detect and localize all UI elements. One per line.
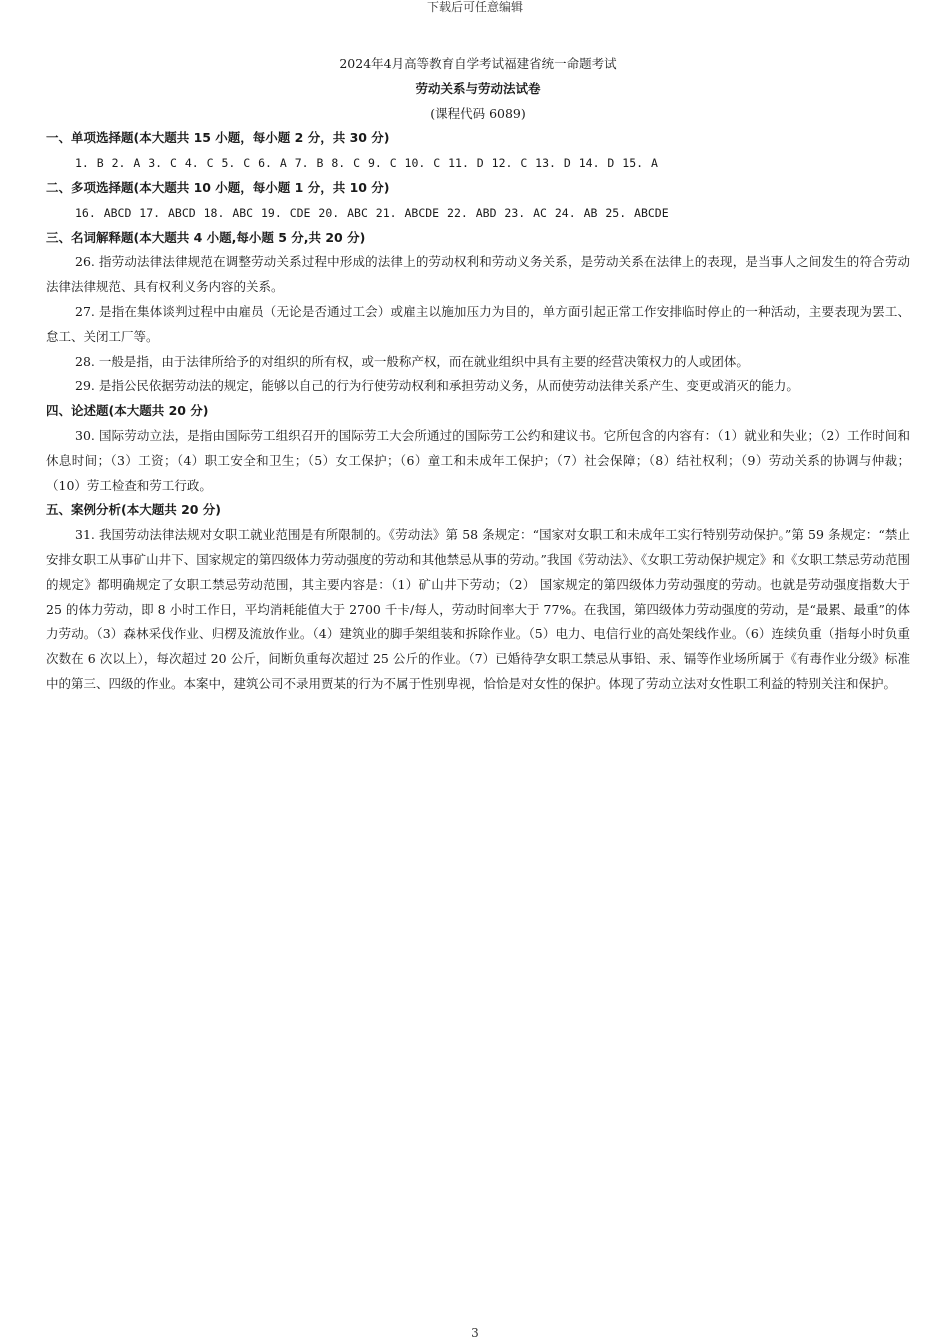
answer-item-31: 31. 我国劳动法律法规对女职工就业范围是有所限制的。《劳动法》第 58 条规定：“国家对女职工和未成年工实行特别劳动保护。”第 59 条规定：“禁止安排女职工从事矿山井下、国家规定的第四级体力劳动强度的劳动和其他禁忌从事的劳动。”我国《劳动法》、《女职工劳动保护规定》和《女职工禁忌劳动范围的规定》都明确规定了女职工禁忌劳动范围，其主要内容是：（1）矿山井下劳动；（2） 国家规定的第四级体力劳动强度的劳动。也就是劳动强度指数大于 25 的体力劳动，即 8 小时工作日，平均消耗能值大于 2700 千卡/每人，劳动时间率大于 77%。在我国，第四级体力劳动强度的劳动，是“最累、最重”的体力劳动。（3）森林采伐作业、归楞及流放作业。（4）建筑业的脚手架组装和拆除作业。（5）电力、电信行业的高处架线作业。（6）连续负重（指每小时负重次数在 6 次以上），每次超过 20 公斤，间断负重每次超过 25 公斤的作业。（7）已婚待孕女职工禁忌从事铅、汞、镉等作业场所属于《有毒作业分级》标准中的第三、四级的作业。本案中，建筑公司不录用贾某的行为不属于性别卑视，恰恰是对女性的保护。体现了劳动立法对女性职工利益的特别关注和保护。	[46, 527, 910, 691]
section-heading-multiple-choice: 二、多项选择题(本大题共 10 小题，每小题 1 分，共 10 分)	[46, 179, 390, 195]
answers-single-choice: 1. B 2. A 3. C 4. C 5. C 6. A 7. B 8. C 9. C 10. C 11. D 12. C 13. D 14. D 15. A	[75, 156, 658, 171]
page-number: 3	[471, 1326, 479, 1340]
section-heading-essay: 四、论述题(本大题共 20 分)	[46, 403, 209, 419]
header-note: 下载后可任意编辑	[426, 0, 523, 14]
answer-item-29: 29. 是指公民依据劳动法的规定，能够以自己的行为行使劳动权利和承担劳动义务，从而使劳动法律关系产生、变更或消灭的能力。	[75, 378, 799, 394]
section-heading-case-analysis: 五、案例分析(本大题共 20 分)	[46, 502, 222, 518]
answer-item-28: 28. 一般是指，由于法律所给予的对组织的所有权，或一般称产权，而在就业组织中具有主要的经营决策权力的人或团体。	[75, 353, 749, 369]
section-heading-term-explanation: 三、名词解释题(本大题共 4 小题,每小题 5 分,共 20 分)	[46, 229, 366, 245]
answer-item-27: 27. 是指在集体谈判过程中由雇员（无论是否通过工会）或雇主以施加压力为目的，单方面引起正常工作安排临时停止的一种活动，主要表现为罢工、怠工、关闭工厂等。	[46, 303, 910, 344]
course-code: (课程代码 6089)	[430, 105, 526, 121]
exam-title: 2024年4月高等教育自学考试福建省统一命题考试	[339, 56, 617, 71]
answer-item-26: 26. 指劳动法律法律规范在调整劳动关系过程中形成的法律上的劳动权利和劳动义务关系，是劳动关系在法律上的表现，是当事人之间发生的符合劳动法律法律规范、具有权利义务内容的关系。	[46, 254, 910, 295]
answers-multiple-choice: 16. ABCD 17. ABCD 18. ABC 19. CDE 20. ABC 21. ABCDE 22. ABD 23. AC 24. AB 25. ABCDE	[75, 205, 669, 220]
paper-title: 劳动关系与劳动法试卷	[415, 80, 541, 96]
answer-document	[46, 52, 910, 697]
answer-item-30: 30. 国际劳动立法，是指由国际劳工组织召开的国际劳工大会所通过的国际劳工公约和建议书。它所包含的内容有：（1）就业和失业；（2）工作时间和休息时间；（3）工资；（4）职工安全和卫生；（5）女工保护；（6）童工和未成年工保护；（7）社会保障；（8）结社权利；（9）劳动关系的协调与仲裁；（10）劳工检查和劳工行政。	[46, 427, 910, 493]
section-heading-single-choice: 一、单项选择题(本大题共 15 小题，每小题 2 分，共 30 分)	[46, 130, 390, 146]
